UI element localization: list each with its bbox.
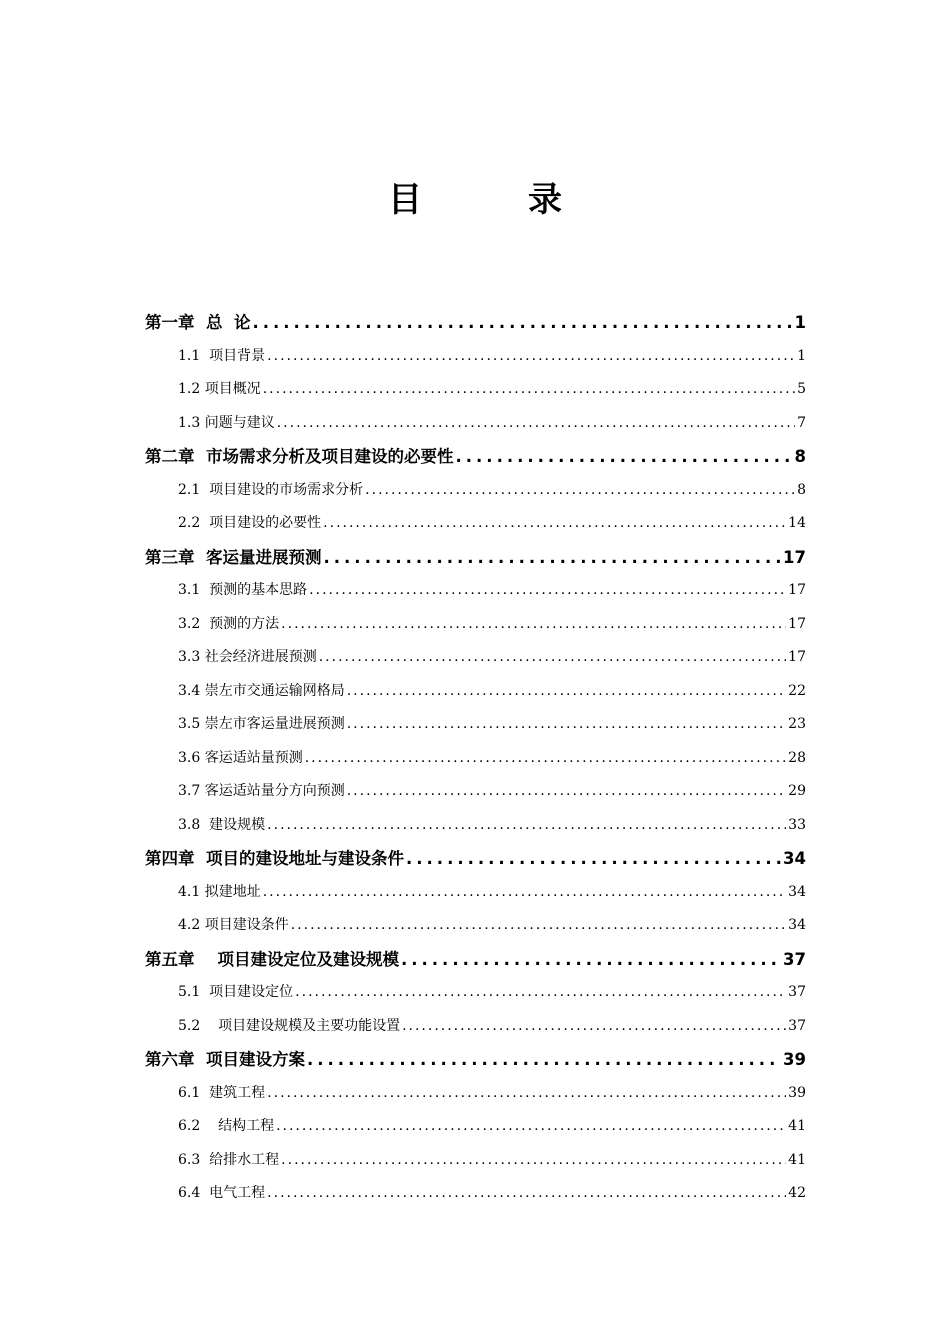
toc-entry-label: 3.3 社会经济进展预测 [178, 649, 317, 665]
toc-page-number: 41 [788, 1118, 806, 1134]
toc-section-entry[interactable] [145, 641, 806, 675]
toc-dot-leader [402, 1010, 786, 1044]
toc-dot-leader [309, 574, 786, 608]
toc-dot-leader [347, 708, 786, 742]
toc-dot-leader [401, 943, 781, 977]
toc-entry-label: 3.5 崇左市客运量进展预测 [178, 716, 345, 732]
toc-section-entry[interactable] [145, 876, 806, 910]
toc-section-entry[interactable] [145, 909, 806, 943]
toc-dot-leader [365, 474, 795, 508]
toc-dot-leader [319, 641, 786, 675]
toc-entry-label: 3.2 预测的方法 [178, 615, 280, 632]
toc-chapter-entry[interactable] [145, 306, 806, 340]
toc-entry-label: 2.1 项目建设的市场需求分析 [178, 481, 364, 498]
toc-page-number: 1 [794, 313, 806, 332]
toc-entry-label: 6.4 电气工程 [178, 1185, 266, 1201]
toc-section-entry[interactable] [145, 1144, 806, 1178]
toc-entry-label: 3.8 建设规模 [178, 816, 266, 833]
toc-section-entry[interactable] [145, 507, 806, 541]
toc-entry-label: 5.2 项目建设规模及主要功能设置 [178, 1017, 401, 1034]
toc-dot-leader [263, 876, 786, 910]
toc-section-entry[interactable] [145, 608, 806, 642]
toc-dot-leader [263, 373, 795, 407]
toc-dot-leader [267, 340, 795, 374]
toc-page-number: 22 [788, 682, 806, 699]
toc-dot-leader [267, 1077, 786, 1111]
toc-section-entry[interactable] [145, 407, 806, 441]
toc-page-number: 17 [788, 649, 806, 665]
toc-entry-label: 第一章 总 论 [145, 313, 251, 332]
toc-dot-leader [324, 541, 782, 575]
toc-entry-label: 1.2 项目概况 [178, 381, 261, 397]
toc-page-number: 34 [783, 849, 806, 868]
toc-section-entry[interactable] [145, 775, 806, 809]
toc-dot-leader [347, 675, 786, 709]
toc-page-number: 1 [797, 347, 806, 364]
toc-chapter-entry[interactable] [145, 842, 806, 876]
table-of-contents [145, 306, 806, 1211]
toc-page-number: 17 [788, 582, 806, 598]
toc-entry-label: 3.7 客运适站量分方向预测 [178, 783, 345, 799]
toc-page-number: 14 [788, 515, 806, 531]
toc-page-number: 34 [788, 883, 806, 900]
toc-page-number: 17 [788, 615, 806, 632]
toc-page-number: 23 [788, 716, 806, 732]
toc-page-number: 33 [788, 816, 806, 833]
toc-section-entry[interactable] [145, 1010, 806, 1044]
toc-page-number: 42 [788, 1185, 806, 1201]
toc-chapter-entry[interactable] [145, 1043, 806, 1077]
toc-dot-leader [281, 1144, 786, 1178]
toc-page-number: 37 [788, 1017, 806, 1034]
toc-entry-label: 4.1 拟建地址 [178, 883, 261, 900]
toc-section-entry[interactable] [145, 809, 806, 843]
toc-page-number: 39 [783, 1050, 806, 1069]
toc-section-entry[interactable] [145, 574, 806, 608]
toc-section-entry[interactable] [145, 340, 806, 374]
toc-entry-label: 1.3 问题与建议 [178, 414, 275, 431]
toc-section-entry[interactable] [145, 1110, 806, 1144]
toc-page-number: 8 [797, 481, 806, 498]
toc-entry-label: 第五章 项目建设定位及建设规模 [145, 949, 399, 969]
toc-page-number: 28 [788, 749, 806, 766]
toc-entry-label: 5.1 项目建设定位 [178, 984, 294, 1000]
toc-dot-leader [277, 407, 795, 441]
toc-dot-leader [347, 775, 786, 809]
toc-dot-leader [295, 976, 786, 1010]
toc-entry-label: 6.1 建筑工程 [178, 1084, 266, 1101]
toc-section-entry[interactable] [145, 1077, 806, 1111]
toc-dot-leader [305, 742, 786, 776]
toc-page-number: 34 [788, 917, 806, 933]
toc-section-entry[interactable] [145, 742, 806, 776]
toc-chapter-entry[interactable] [145, 440, 806, 474]
toc-section-entry[interactable] [145, 976, 806, 1010]
toc-entry-label: 第四章 项目的建设地址与建设条件 [145, 849, 404, 868]
toc-entry-label: 6.2 结构工程 [178, 1118, 275, 1134]
toc-dot-leader [406, 842, 781, 876]
toc-dot-leader [267, 809, 786, 843]
toc-page-number: 17 [783, 547, 806, 567]
toc-page-number: 37 [783, 949, 806, 969]
toc-dot-leader [281, 608, 786, 642]
toc-entry-label: 第二章 市场需求分析及项目建设的必要性 [145, 447, 454, 466]
toc-page-number: 29 [788, 783, 806, 799]
toc-entry-label: 第六章 项目建设方案 [145, 1050, 305, 1069]
toc-entry-label: 第三章 客运量进展预测 [145, 547, 322, 567]
toc-page-number: 8 [794, 447, 806, 466]
toc-section-entry[interactable] [145, 675, 806, 709]
toc-page-number: 5 [797, 381, 806, 397]
toc-page-number: 41 [788, 1151, 806, 1168]
toc-entry-label: 3.1 预测的基本思路 [178, 582, 308, 598]
toc-dot-leader [276, 1110, 786, 1144]
toc-page-number: 7 [797, 414, 806, 431]
toc-entry-label: 1.1 项目背景 [178, 347, 266, 364]
toc-section-entry[interactable] [145, 1177, 806, 1211]
toc-chapter-entry[interactable] [145, 943, 806, 977]
toc-dot-leader [323, 507, 786, 541]
toc-entry-label: 3.4 崇左市交通运输网格局 [178, 682, 345, 699]
toc-chapter-entry[interactable] [145, 541, 806, 575]
toc-dot-leader [252, 306, 792, 340]
toc-section-entry[interactable] [145, 708, 806, 742]
toc-dot-leader [267, 1177, 786, 1211]
toc-entry-label: 4.2 项目建设条件 [178, 917, 289, 933]
toc-entry-label: 3.6 客运适站量预测 [178, 749, 303, 766]
toc-entry-label: 6.3 给排水工程 [178, 1151, 280, 1168]
toc-page-number: 37 [788, 984, 806, 1000]
toc-dot-leader [291, 909, 786, 943]
toc-title: 目 录 [388, 180, 598, 220]
toc-section-entry[interactable] [145, 474, 806, 508]
toc-section-entry[interactable] [145, 373, 806, 407]
toc-dot-leader [456, 440, 793, 474]
toc-page-number: 39 [788, 1084, 806, 1101]
toc-entry-label: 2.2 项目建设的必要性 [178, 515, 322, 531]
toc-dot-leader [307, 1043, 781, 1077]
